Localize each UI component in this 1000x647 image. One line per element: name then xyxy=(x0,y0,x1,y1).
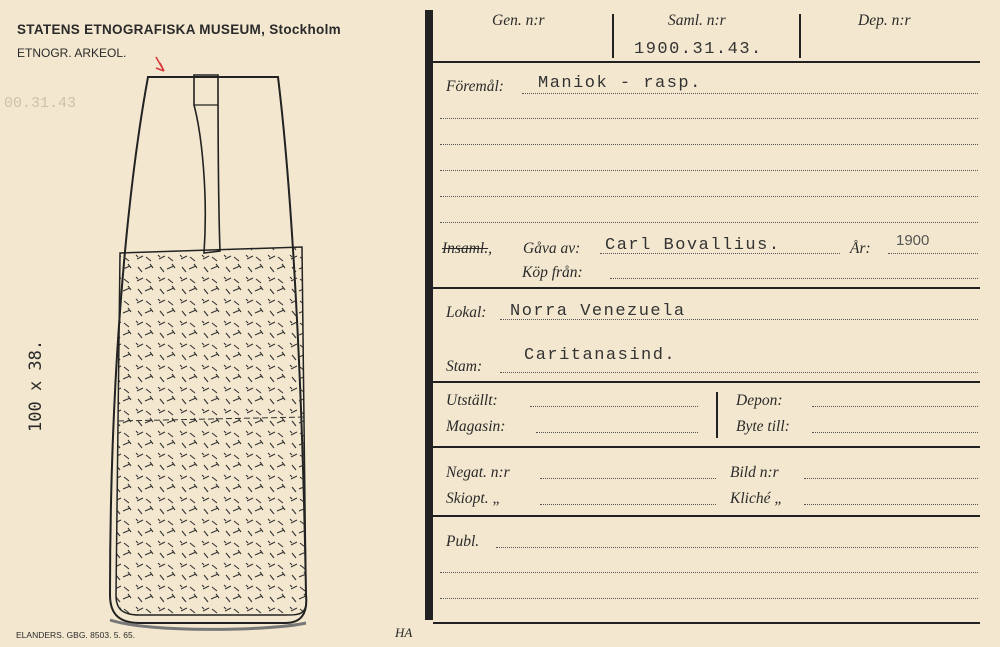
depon-label: Depon: xyxy=(736,392,783,409)
kop-label: Köp från: xyxy=(522,264,583,281)
lokal-value: Norra Venezuela xyxy=(510,302,686,321)
gava-label: Gåva av: xyxy=(523,240,581,257)
lokal-label: Lokal: xyxy=(446,304,487,321)
year-label: År: xyxy=(850,240,871,257)
department-labels: ETNOGR. ARKEOL. xyxy=(17,46,127,60)
utstallt-label: Utställt: xyxy=(446,392,498,409)
faint-pencil-marks: 00.31.43 xyxy=(4,95,77,112)
stam-label: Stam: xyxy=(446,358,483,375)
stam-value: Caritanasind. xyxy=(524,346,677,365)
foremal-value: Maniok - rasp. xyxy=(538,74,702,93)
initials-signature: HA xyxy=(395,625,413,640)
year-value: 1900 xyxy=(896,232,930,249)
skiopt-label: Skiopt. „ xyxy=(446,490,502,507)
publ-label: Publ. xyxy=(446,533,480,550)
museum-name: STATENS ETNOGRAFISKA MUSEUM, Stockholm xyxy=(17,22,341,37)
foremal-label: Föremål: xyxy=(446,78,504,95)
bild-label: Bild n:r xyxy=(730,464,779,481)
printer-imprint: ELANDERS. GBG. 8503. 5. 65. xyxy=(16,630,136,640)
dep-number-label: Dep. n:r xyxy=(858,12,911,29)
saml-number-value: 1900.31.43. xyxy=(634,40,763,59)
divider-bar xyxy=(425,10,433,620)
saml-number-label: Saml. n:r xyxy=(668,12,726,29)
byte-till-label: Byte till: xyxy=(736,418,790,435)
gava-value: Carl Bovallius. xyxy=(605,236,781,255)
kliche-label: Kliché „ xyxy=(730,490,783,507)
grater-drawing xyxy=(90,55,330,635)
dimensions-note: 100 x 38. xyxy=(26,339,46,432)
insaml-struck-label: Insaml., xyxy=(442,240,492,257)
red-arrow-icon xyxy=(156,57,164,71)
gen-number-label: Gen. n:r xyxy=(492,12,545,29)
magasin-label: Magasin: xyxy=(446,418,506,435)
negat-label: Negat. n:r xyxy=(446,464,510,481)
